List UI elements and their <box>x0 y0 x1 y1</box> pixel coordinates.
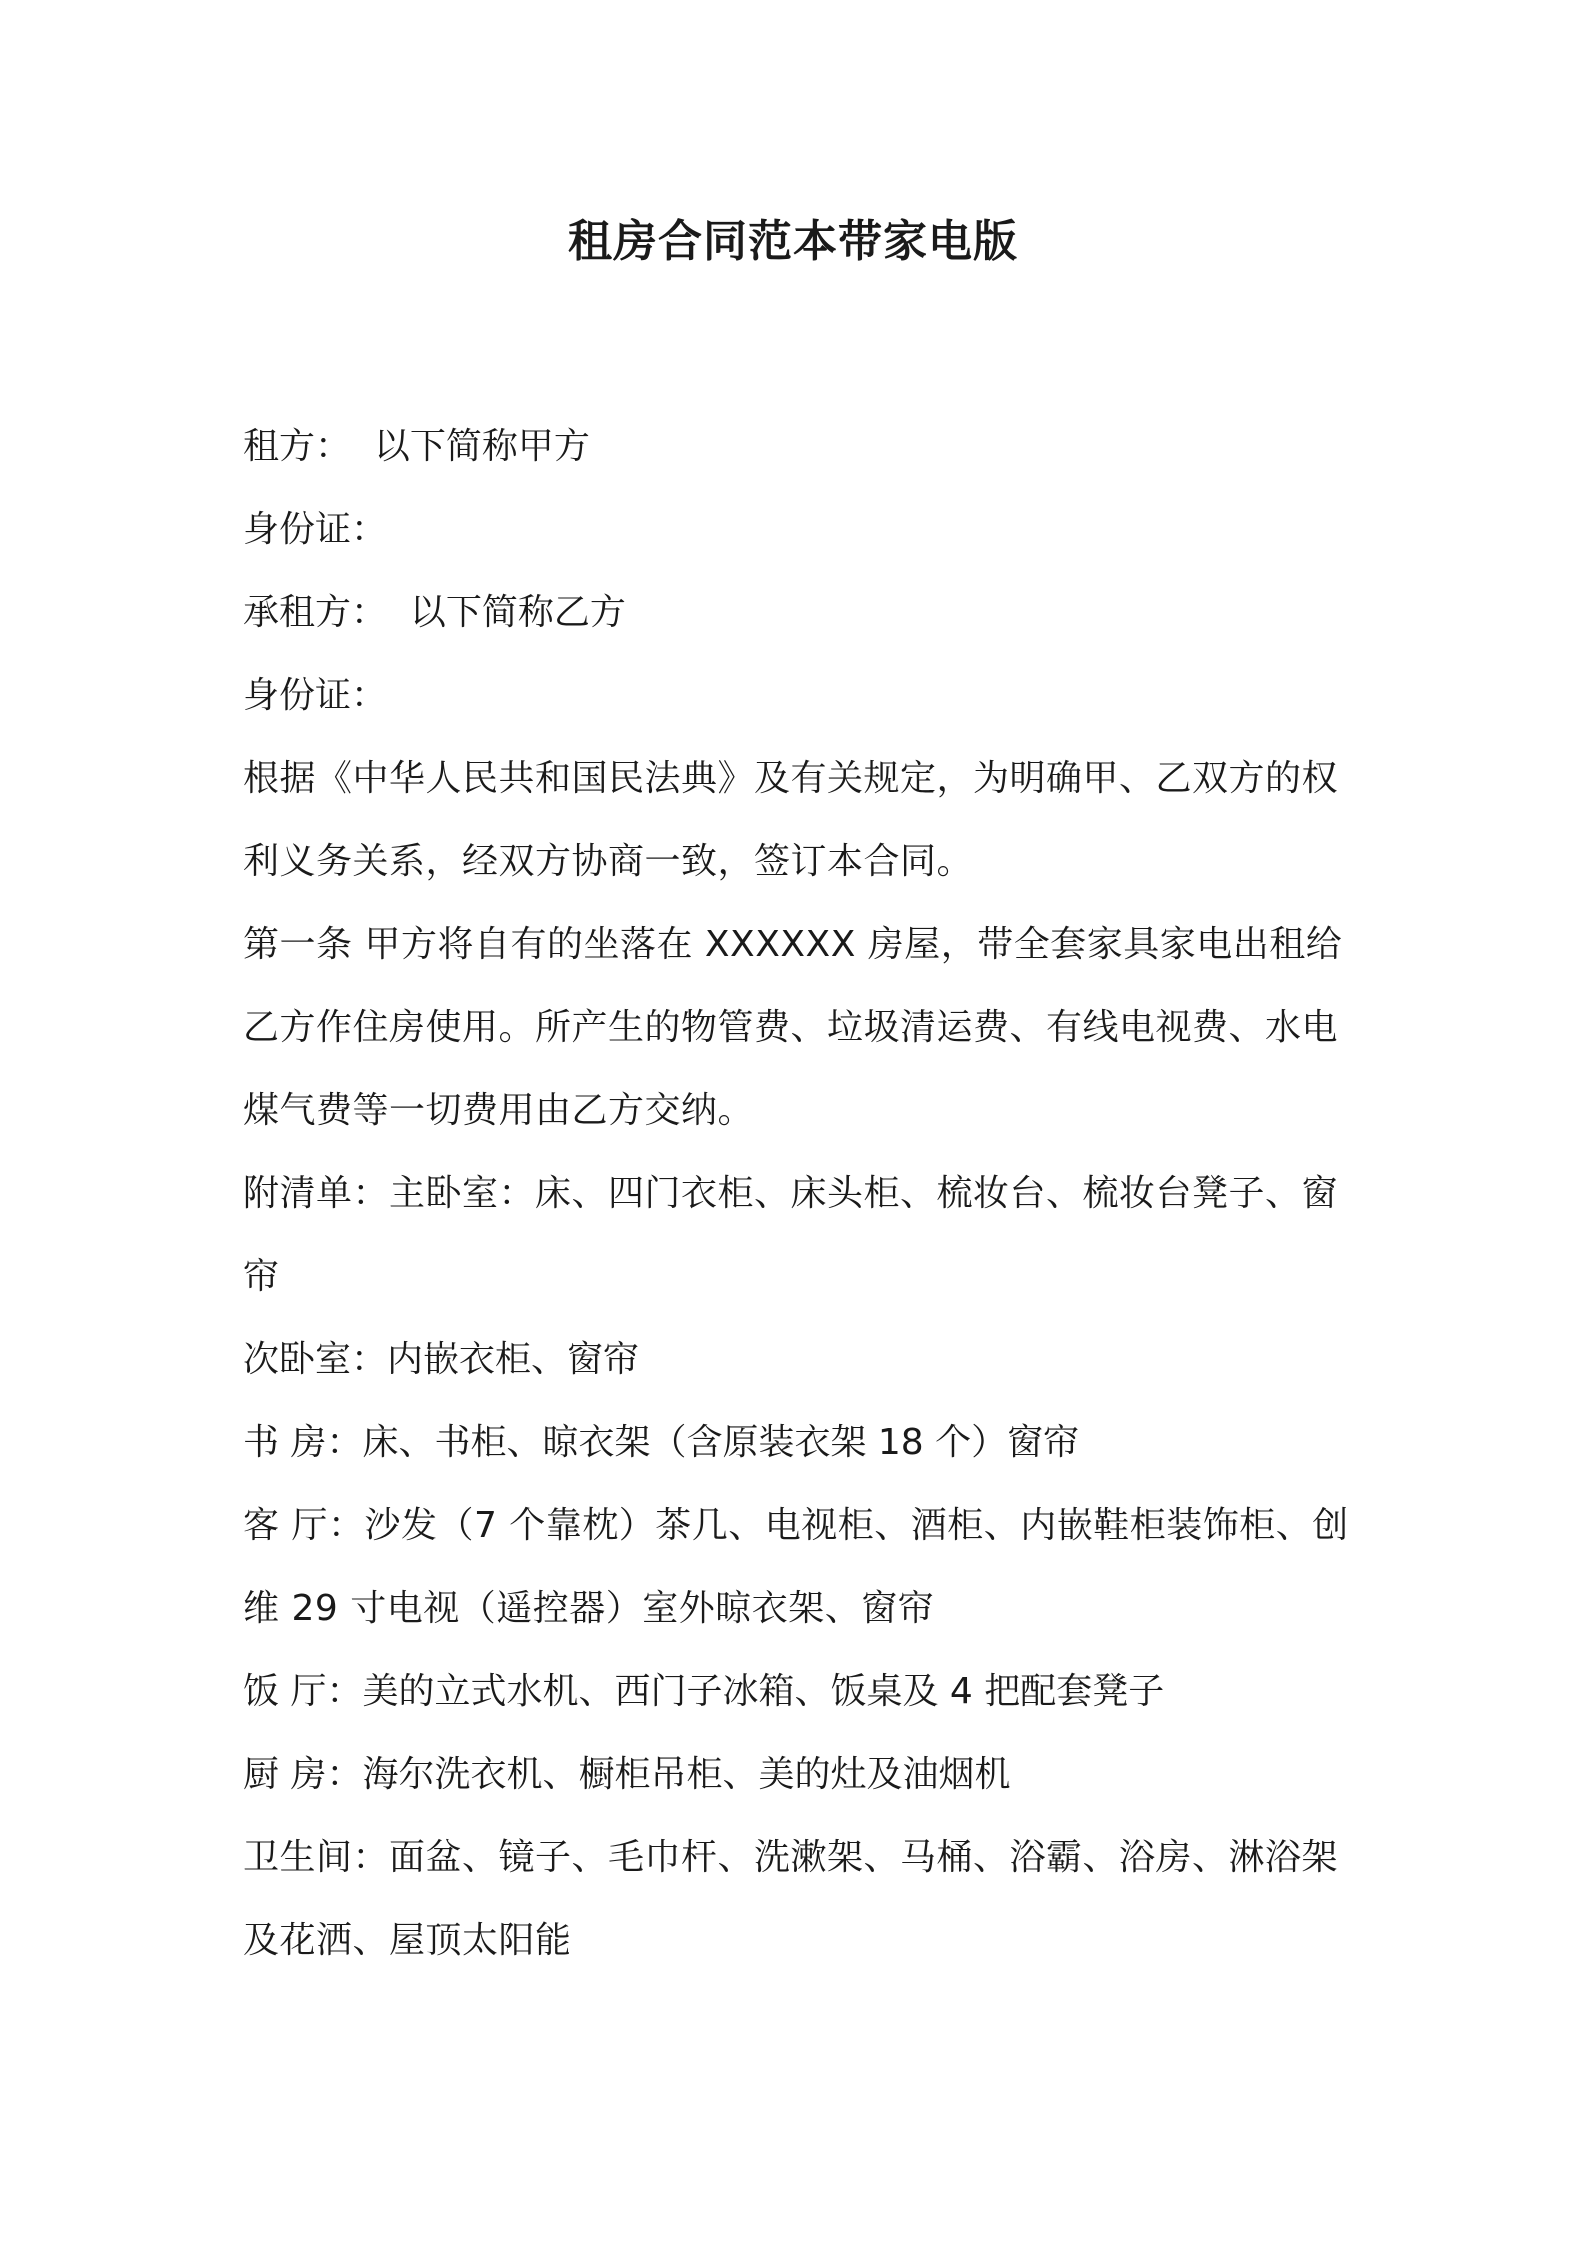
document-title: 租房合同范本带家电版 <box>568 216 1018 267</box>
paragraph-inventory-master-bedroom: 附清单：主卧室：床、四门衣柜、床头柜、梳妆台、梳妆台凳子、窗帘 <box>243 1173 1339 1297</box>
paragraph-lessee-id: 身份证： <box>243 675 388 716</box>
paragraph-preamble: 根据《中华人民共和国民法典》及有关规定，为明确甲、乙双方的权利义务关系，经双方协商一致，签订本合同。 <box>243 758 1339 882</box>
paragraph-inventory-living-room: 客 厅：沙发（7 个靠枕）茶几、电视柜、酒柜、内嵌鞋柜装饰柜、创维 29 寸电视（遥控器）室外晾衣架、窗帘 <box>243 1505 1349 1629</box>
paragraph-inventory-kitchen: 厨 房：海尔洗衣机、橱柜吊柜、美的灶及油烟机 <box>243 1754 1011 1795</box>
paragraph-article-one: 第一条 甲方将自有的坐落在 XXXXXX 房屋，带全套家具家电出租给乙方作住房使用。所产生的物管费、垃圾清运费、有线电视费、水电煤气费等一切费用由乙方交纳。 <box>243 924 1343 1131</box>
paragraph-inventory-study: 书 房：床、书柜、晾衣架（含原装衣架 18 个）窗帘 <box>243 1422 1080 1463</box>
paragraph-lessee: 承租方： 以下简称乙方 <box>243 592 626 633</box>
paragraph-inventory-second-bedroom: 次卧室：内嵌衣柜、窗帘 <box>243 1339 640 1380</box>
paragraph-inventory-bathroom: 卫生间：面盆、镜子、毛巾杆、洗漱架、马桶、浴霸、浴房、淋浴架及花洒、屋顶太阳能 <box>243 1837 1339 1961</box>
paragraph-lessor: 租方： 以下简称甲方 <box>243 426 590 467</box>
document-body <box>243 405 1363 1982</box>
paragraph-lessor-id: 身份证： <box>243 509 388 550</box>
paragraph-inventory-dining-room: 饭 厅：美的立式水机、西门子冰箱、饭桌及 4 把配套凳子 <box>243 1671 1165 1712</box>
